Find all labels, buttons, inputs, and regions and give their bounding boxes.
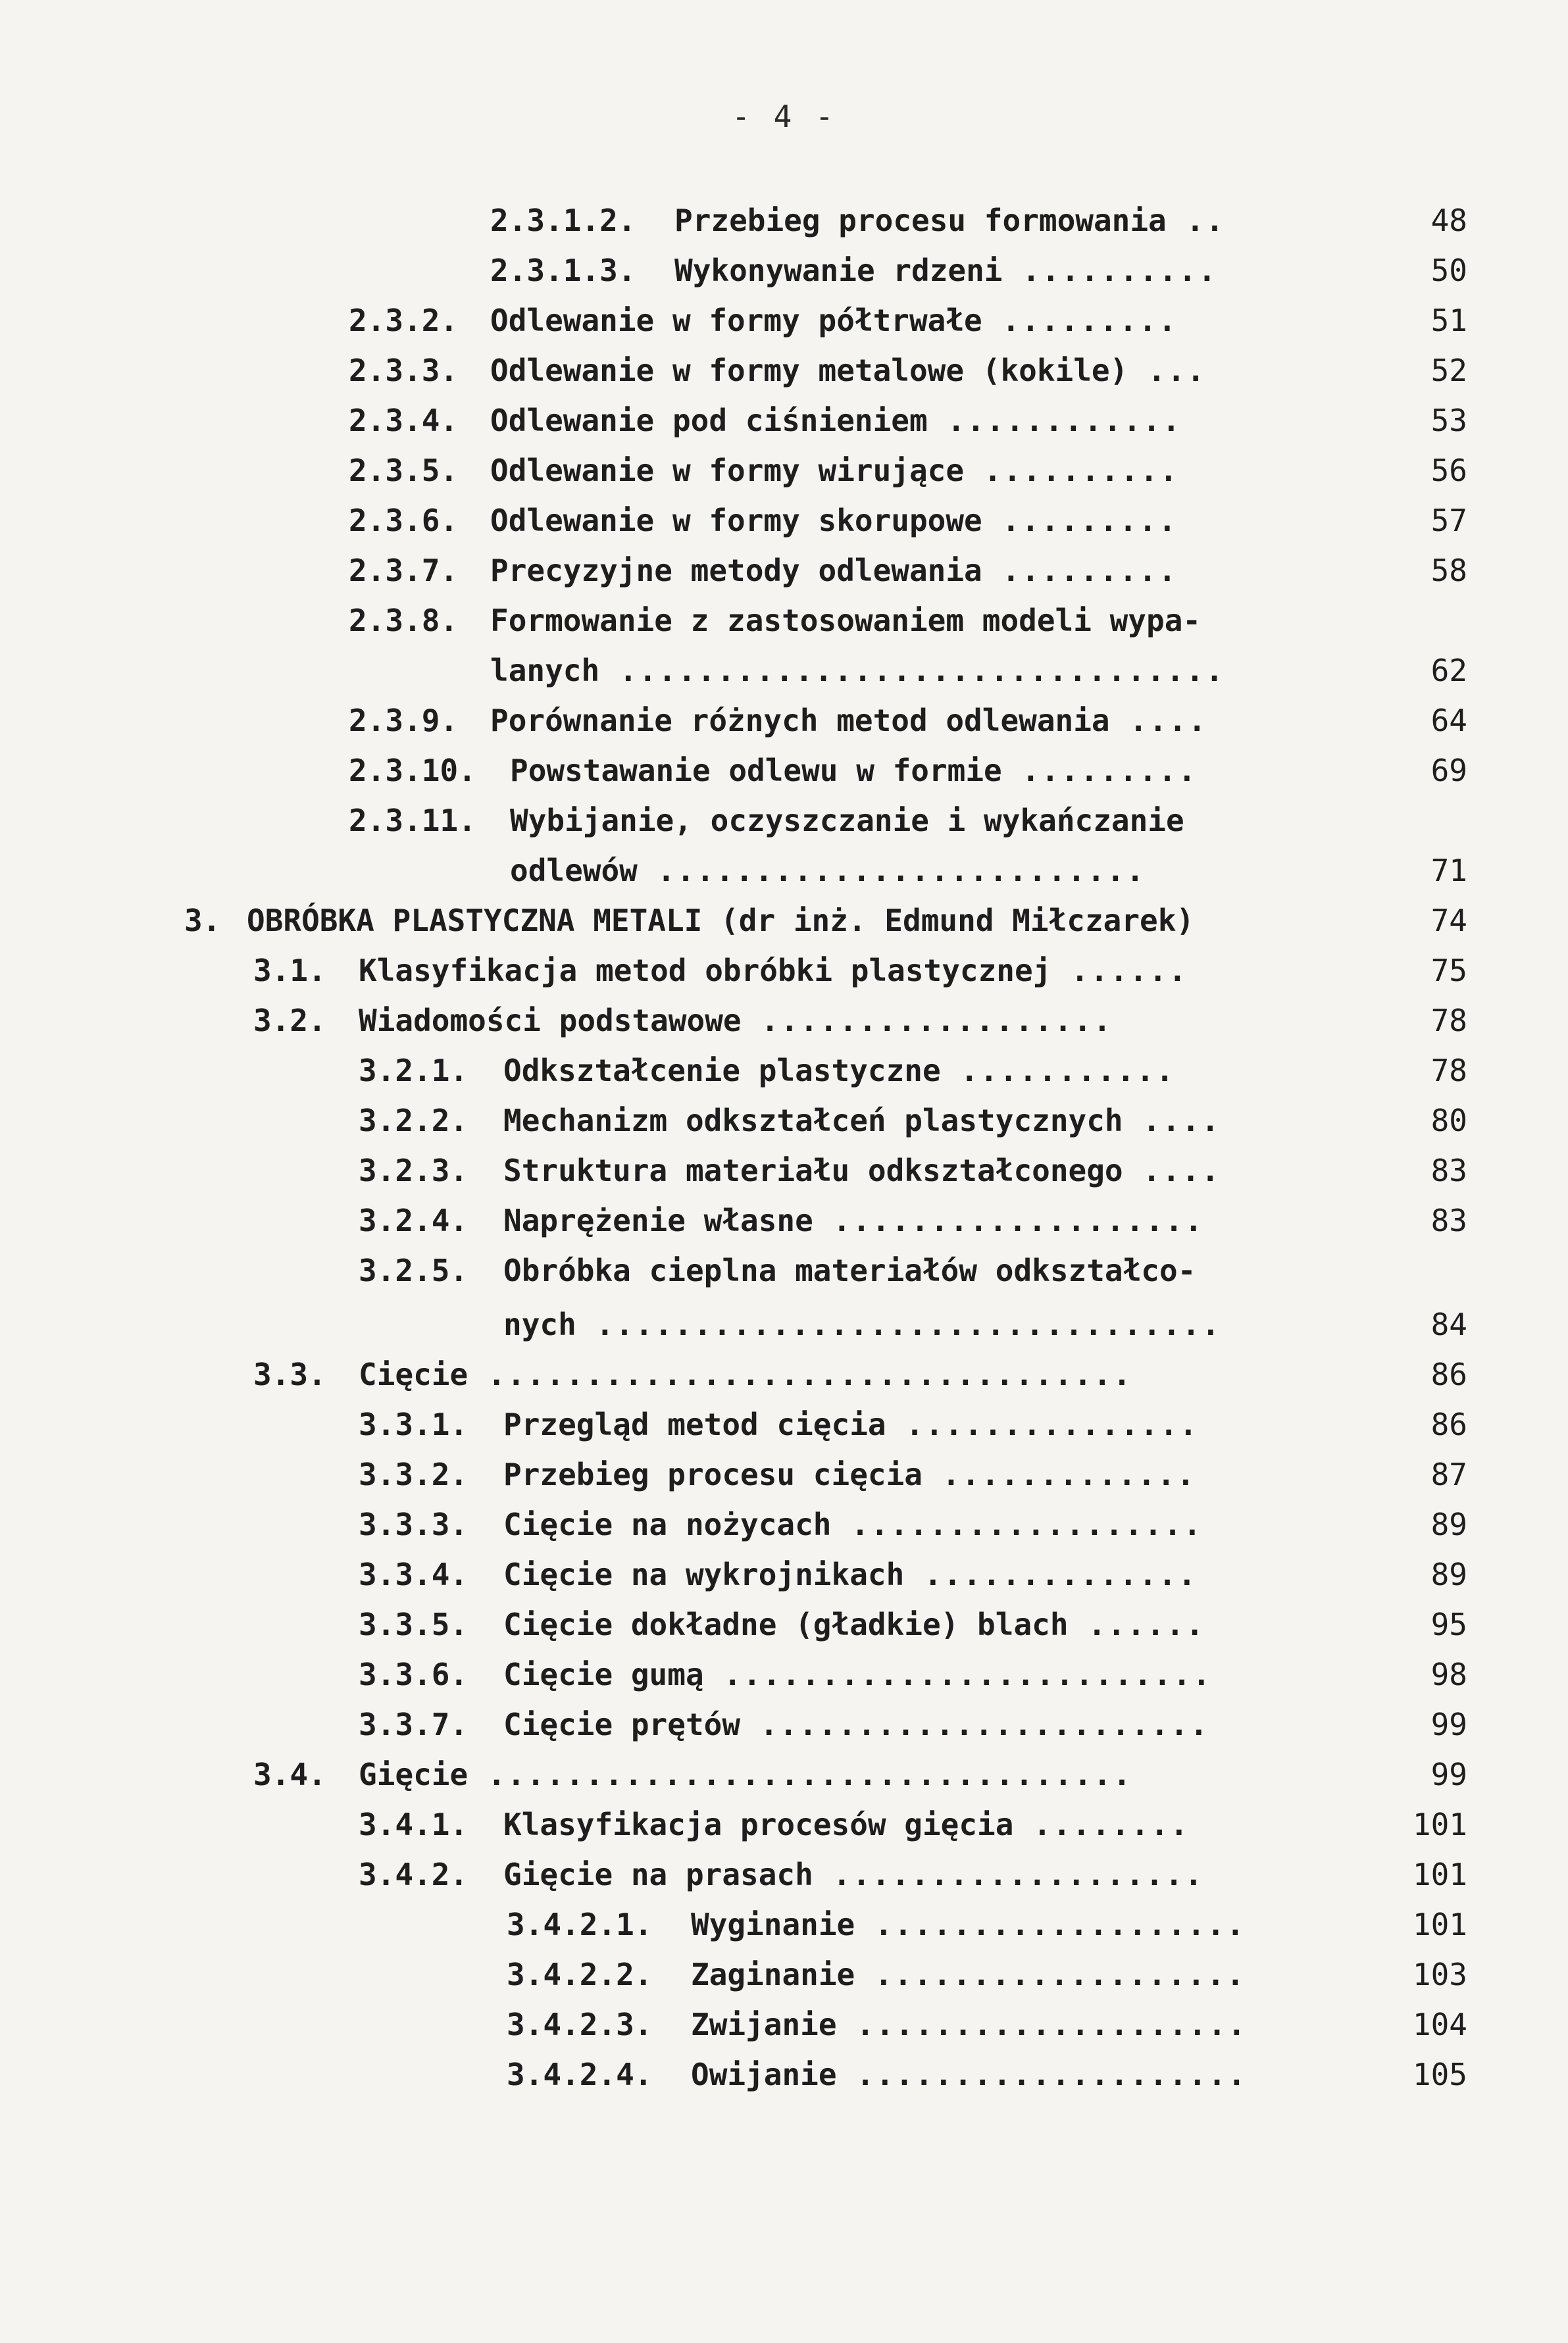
toc-page-number: 83 [1430,1203,1467,1238]
toc-page-number: 86 [1430,1407,1467,1442]
toc-section-number: 3.3.4. [359,1557,468,1592]
toc-page-number: 69 [1430,753,1467,788]
toc-page-number: 86 [1430,1357,1467,1392]
toc-title: Formowanie z zastosowaniem modeli wypa- [490,603,1201,638]
toc-section-number: 2.3.10. [349,753,476,788]
toc-title: Cięcie ................................. [359,1357,1132,1392]
toc-section-number: 2.3.1.3. [490,253,636,288]
toc-page-number: 50 [1430,253,1467,288]
toc-page-number: 98 [1430,1657,1467,1692]
toc-section-number: 3.2.3. [359,1153,468,1188]
toc-page-number: 99 [1430,1707,1467,1742]
toc-section-number: 3.3.7. [359,1707,468,1742]
toc-section-number: 3.4.2.3. [507,2007,653,2042]
toc-section-number: 2.3.11. [349,803,476,838]
toc-section-number: 3.3.3. [359,1507,468,1542]
toc-title: Odlewanie w formy skorupowe ......... [490,503,1178,538]
toc-title: Wyginanie ................... [691,1907,1246,1942]
toc-section-number: 3.3.2. [359,1457,468,1492]
toc-section-number: 3.3.6. [359,1657,468,1692]
toc-page-number: 84 [1430,1307,1467,1342]
toc-page-number: 64 [1430,703,1467,738]
toc-section-number: 2.3.4. [349,403,459,438]
toc-page-number: 101 [1412,1907,1467,1942]
toc-title: Wybijanie, oczyszczanie i wykańczanie [510,803,1184,838]
toc-section-number: 3.3.5. [359,1607,468,1642]
toc-title: Zaginanie ................... [691,1957,1246,1992]
toc-section-number: 3.2.1. [359,1053,468,1088]
toc-page-number: 78 [1430,1053,1467,1088]
toc-title: nych ................................ [503,1307,1221,1342]
toc-section-number: 2.3.8. [349,603,459,638]
toc-page-number: 56 [1430,453,1467,488]
toc-section-number: 2.3.1.2. [490,203,636,238]
toc-title: Gięcie na prasach ................... [503,1857,1204,1892]
toc-title: Odlewanie w formy półtrwałe ......... [490,303,1178,338]
toc-page-number: 53 [1430,403,1467,438]
toc-section-number: 3.1. [253,953,326,988]
toc-title: Powstawanie odlewu w formie ......... [510,753,1198,788]
toc-section-number: 3.4.2.2. [507,1957,653,1992]
toc-title: Cięcie dokładne (gładkie) blach ...... [503,1607,1205,1642]
toc-page-number: 104 [1412,2007,1467,2042]
toc-title: Mechanizm odkształceń plastycznych .... [503,1103,1221,1138]
page-number: - 4 - [732,99,836,134]
toc-page-number: 89 [1430,1557,1467,1592]
toc-title: lanych ............................... [490,653,1225,688]
toc-page-number: 78 [1430,1003,1467,1038]
toc-section-number: 3.2. [253,1003,326,1038]
toc-title: Struktura materiału odkształconego .... [503,1153,1221,1188]
toc-title: Zwijanie .................... [691,2007,1248,2042]
toc-title: odlewów ......................... [510,853,1146,888]
toc-page-number: 51 [1430,303,1467,338]
toc-title: Odlewanie pod ciśnieniem ............ [490,403,1182,438]
toc-page-number: 83 [1430,1153,1467,1188]
toc-title: Odlewanie w formy metalowe (kokile) ... [490,353,1207,388]
toc-page-number: 52 [1430,353,1467,388]
toc-title: Cięcie na wykrojnikach .............. [503,1557,1198,1592]
toc-section-number: 3.4.2.4. [507,2057,653,2092]
toc-section-number: 3.2.4. [359,1203,468,1238]
toc-title: Cięcie gumą ......................... [503,1657,1212,1692]
toc-title: OBRÓBKA PLASTYCZNA METALI (dr inż. Edmund Miłczarek) [247,903,1195,938]
toc-section-number: 2.3.7. [349,553,459,588]
toc-section-number: 2.3.9. [349,703,459,738]
toc-page-number: 62 [1430,653,1467,688]
toc-section-number: 2.3.6. [349,503,459,538]
toc-section-number: 3.4.2. [359,1857,468,1892]
toc-section-number: 2.3.2. [349,303,459,338]
toc-title: Przebieg procesu formowania .. [674,203,1225,238]
toc-page-number: 101 [1412,1807,1467,1842]
toc-section-number: 3.4. [253,1757,326,1792]
toc-title: Cięcie na nożycach .................. [503,1507,1203,1542]
toc-page-number: 89 [1430,1507,1467,1542]
toc-page-number: 99 [1430,1757,1467,1792]
toc-title: Porównanie różnych metod odlewania .... [490,703,1208,738]
toc-title: Przebieg procesu cięcia ............. [503,1457,1196,1492]
toc-page-number: 105 [1412,2057,1467,2092]
toc-section-number: 3.2.5. [359,1253,468,1288]
toc-page-number: 95 [1430,1607,1467,1642]
toc-page-number: 103 [1412,1957,1467,1992]
toc-page-number: 58 [1430,553,1467,588]
toc-page-number: 71 [1430,853,1467,888]
toc-section-number: 2.3.5. [349,453,459,488]
toc-title: Wykonywanie rdzeni .......... [674,253,1218,288]
toc-title: Cięcie prętów ....................... [503,1707,1209,1742]
toc-title: Obróbka cieplna materiałów odkształco- [503,1253,1196,1288]
toc-page-number: 75 [1430,953,1467,988]
toc-title: Naprężenie własne ................... [503,1203,1204,1238]
toc-page-number: 87 [1430,1457,1467,1492]
toc-title: Owijanie .................... [691,2057,1248,2092]
toc-title: Przegląd metod cięcia ............... [503,1407,1199,1442]
toc-section-number: 3. [184,903,221,938]
toc-page-number: 57 [1430,503,1467,538]
toc-title: Odkształcenie plastyczne ........... [503,1053,1176,1088]
toc-section-number: 3.2.2. [359,1103,468,1138]
toc-section-number: 3.4.1. [359,1807,468,1842]
toc-title: Precyzyjne metody odlewania ......... [490,553,1178,588]
toc-title: Klasyfikacja metod obróbki plastycznej ...... [359,953,1188,988]
toc-title: Gięcie ................................. [359,1757,1132,1792]
toc-page-number: 101 [1412,1857,1467,1892]
toc-title: Klasyfikacja procesów gięcia ........ [503,1807,1190,1842]
toc-title: Wiadomości podstawowe .................. [359,1003,1113,1038]
toc-page-number: 48 [1430,203,1467,238]
toc-page-number: 74 [1430,903,1467,938]
toc-section-number: 2.3.3. [349,353,459,388]
toc-page-number: 80 [1430,1103,1467,1138]
toc-title: Odlewanie w formy wirujące .......... [490,453,1179,488]
toc-section-number: 3.3.1. [359,1407,468,1442]
toc-section-number: 3.4.2.1. [507,1907,653,1942]
toc-section-number: 3.3. [253,1357,326,1392]
